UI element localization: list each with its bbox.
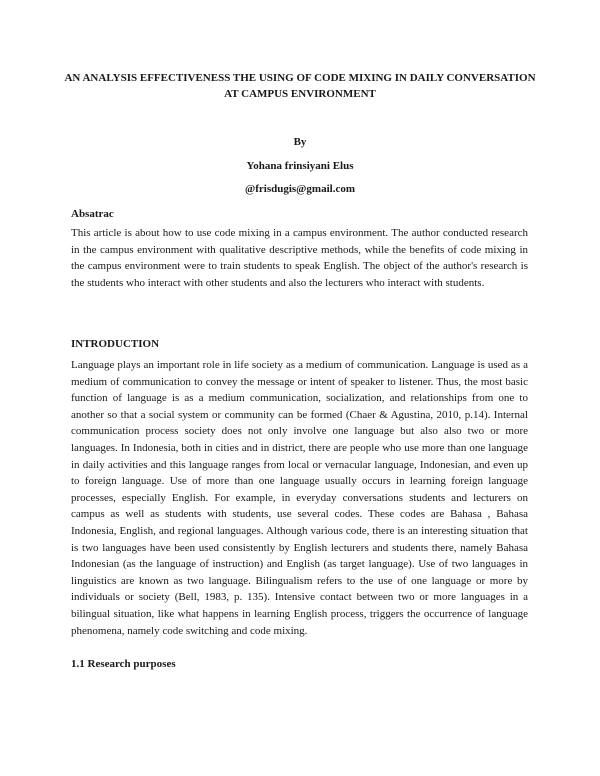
introduction-heading: INTRODUCTION: [71, 338, 160, 350]
abstract-text: This article is about how to use code mixing in a campus environment. The author conducted research in the campus environment with qualitative descriptive methods, while the benefits of code mixing in the campus environment were to train students to speak English. The object of the author's research is the students who interact with other students and also the lecturers who interact with students.: [71, 227, 528, 289]
by-label: By: [293, 136, 307, 148]
author-name: Yohana frinsiyani Elus: [246, 160, 354, 172]
research-purposes-heading: 1.1 Research purposes: [71, 658, 176, 670]
abstract-heading: Absatrac: [71, 208, 114, 220]
author-email: @frisdugis@gmail.com: [245, 183, 355, 195]
paper-title: AN ANALYSIS EFFECTIVENESS THE USING OF CODE MIXING IN DAILY CONVERSATION AT CAMPUS ENVIRONMENT: [64, 72, 536, 100]
introduction-text: Language plays an important role in life society as a medium of communication. Language is used as a medium of communication to convey the message or intent of speaker to listener. Thus, the most basic function of language is as a medium communication, socialization, and relationships from one to another so that a social system or community can be formed (Chaer & Agustina, 2010, p.14). Internal communication process society does not only involve one language but also also two or more languages. In Indonesia, both in cities and in district, there are people who use more than one language in daily activities and this language ranges from local or vernacular language, Indonesian, and even up to foreign language. Use of more than one language usually occurs in learning foreign language processes, especially English. For example, in everyday conversations students and lecturers on campus as well as students with students, use several codes. These codes are Bahasa , Bahasa Indonesia, English, and regional languages. Although various code, there is an interesting situation that is two languages have been used consistently by English lecturers and students there, namely Bahasa Indonesian (as the language of instruction) and English (as target language). Use of two languages in linguistics are known as two language. Bilingualism refers to the use of one language or more by individuals or society (Bell, 1983, p. 135). Intensive contact between two or more languages in a bilingual situation, like what happens in learning English process, triggers the occurrence of language phenomena, namely code switching and code mixing.: [71, 359, 528, 637]
